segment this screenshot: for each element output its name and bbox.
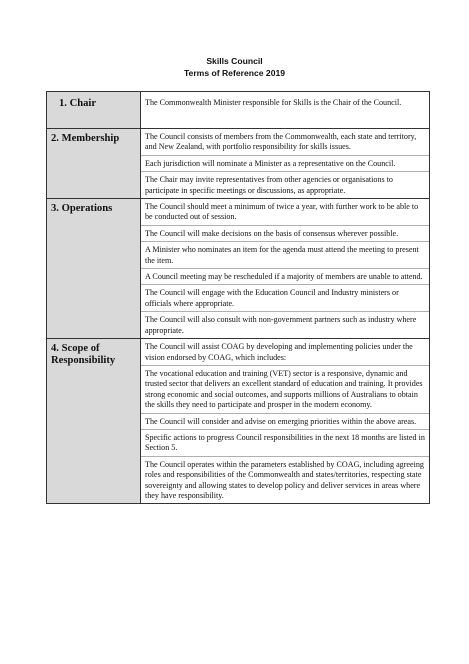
section-heading-membership: 2. Membership <box>47 129 141 199</box>
section-heading-operations: 3. Operations <box>47 199 141 339</box>
paragraph: A Minister who nominates an item for the agenda must attend the meeting to present the item. <box>141 242 429 269</box>
section-heading-chair: 1. Chair <box>47 92 141 129</box>
document-title: Skills Council <box>206 56 263 66</box>
paragraph: The Council consists of members from the Commonwealth, each state and territory, and New Zealand, with portfolio responsibility for skills issues. <box>141 129 429 156</box>
section-body-membership <box>141 129 430 199</box>
paragraph: The Council will assist COAG by developing and implementing policies under the vision endorsed by COAG, which includes: <box>141 339 429 366</box>
section-body-chair <box>141 92 430 129</box>
paragraph: The Council will also consult with non-government partners such as industry where appropriate. <box>145 315 417 335</box>
paragraph: The Chair may invite representatives from other agencies or organisations to participate in specific meetings or discussions, as appropriate. <box>145 175 393 195</box>
paragraph: The Council operates within the parameters established by COAG, including agreeing roles and responsibilities of the Commonwealth and states/territories, respecting state sovereignty and allowing states to develop policy and deliver services in areas where they have responsibility. <box>145 459 424 500</box>
paragraph: A Council meeting may be rescheduled if a majority of members are unable to attend. <box>141 269 429 285</box>
paragraph: The vocational education and training (VET) sector is a responsive, dynamic and trusted sector that delivers an excellent standard of education and training. It provides strong economic and social outcomes, and supports millions of Australians to obtain the skills they need to participate and prosper in the modern economy. <box>141 366 429 414</box>
paragraph: The Council will engage with the Education Council and Industry ministers or officials where appropriate. <box>141 285 429 312</box>
document-subtitle: Terms of Reference 2019 <box>183 68 286 78</box>
terms-of-reference-table <box>46 91 430 504</box>
table-row-operations <box>47 199 430 339</box>
section-heading-scope: 4. Scope of Responsibility <box>47 339 141 504</box>
paragraph: The Commonwealth Minister responsible for Skills is the Chair of the Council. <box>145 98 402 107</box>
paragraph: The Council will make decisions on the basis of consensus wherever possible. <box>141 226 429 242</box>
paragraph: The Council will consider and advise on emerging priorities within the above areas. <box>141 414 429 430</box>
section-body-operations <box>141 199 430 339</box>
section-body-scope <box>141 339 430 504</box>
table-row-membership <box>47 129 430 199</box>
paragraph: Specific actions to progress Council responsibilities in the next 18 months are listed in Section 5. <box>141 430 429 457</box>
paragraph: The Council should meet a minimum of twice a year, with further work to be able to be conducted out of session. <box>141 199 429 226</box>
table-row-chair <box>47 92 430 129</box>
paragraph: Each jurisdiction will nominate a Minister as a representative on the Council. <box>141 156 429 172</box>
document-title-block <box>0 55 469 79</box>
table-row-scope <box>47 339 430 504</box>
